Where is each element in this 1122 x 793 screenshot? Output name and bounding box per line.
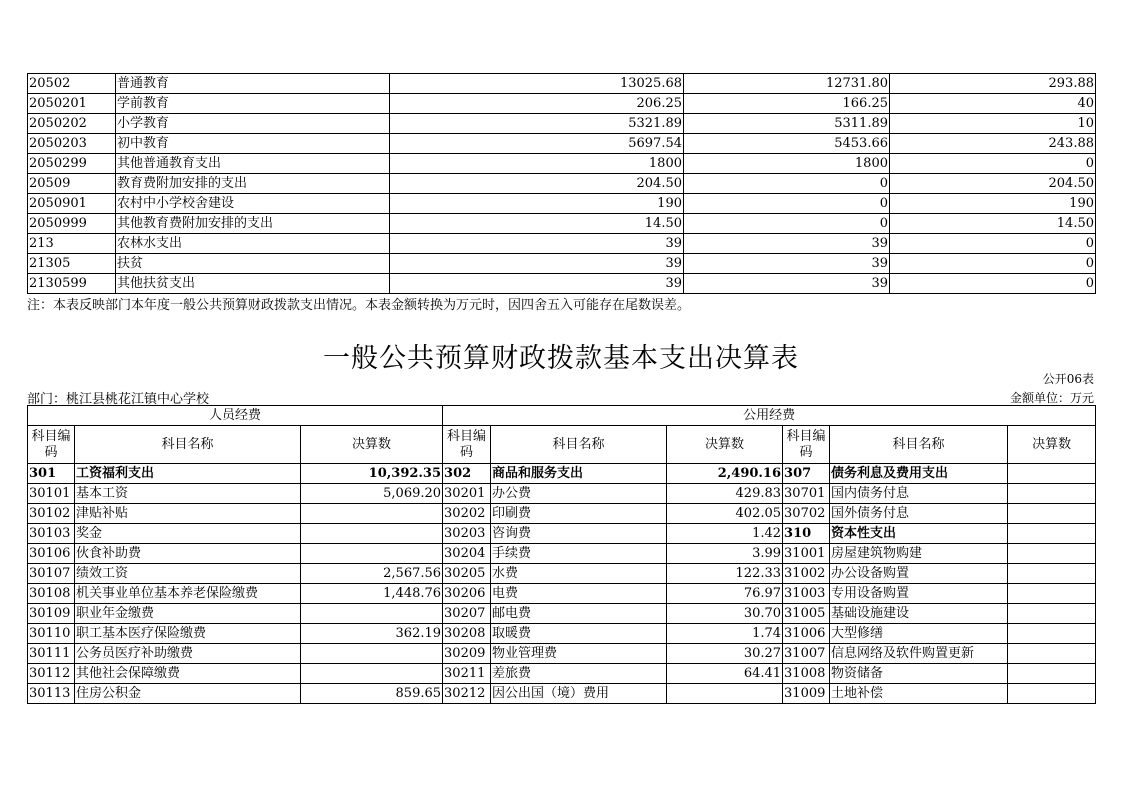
total-amount: 5697.54 (390, 134, 684, 154)
public-amount: 30.27 (667, 644, 783, 664)
subject-code: 21305 (28, 254, 116, 274)
public-code: 30205 (443, 564, 491, 584)
public-code: 30204 (443, 544, 491, 564)
subject-code: 20509 (28, 174, 116, 194)
capital-code: 31008 (783, 664, 830, 684)
basic-amount: 39 (684, 274, 890, 294)
subject-code: 2050299 (28, 154, 116, 174)
subject-code: 20502 (28, 74, 116, 94)
total-amount: 1800 (390, 154, 684, 174)
public-code: 30209 (443, 644, 491, 664)
basic-amount: 39 (684, 234, 890, 254)
subject-code: 2050203 (28, 134, 116, 154)
personnel-code: 30101 (28, 484, 75, 504)
capital-code: 31009 (783, 684, 830, 704)
personnel-code: 30113 (28, 684, 75, 704)
public-name: 咨询费 (491, 524, 667, 544)
subject-code: 2130599 (28, 274, 116, 294)
personnel-amount (301, 544, 443, 564)
table-row (28, 134, 1096, 154)
table-row (28, 604, 1096, 624)
capital-name: 国外债务付息 (830, 504, 1008, 524)
personnel-amount: 1,448.76 (301, 584, 443, 604)
table-row (28, 644, 1096, 664)
public-name: 水费 (491, 564, 667, 584)
table-row (28, 664, 1096, 684)
table-row (28, 684, 1096, 704)
subject-code: 2050999 (28, 214, 116, 234)
personnel-name: 职业年金缴费 (75, 604, 301, 624)
project-amount: 10 (890, 114, 1096, 134)
total-amount: 204.50 (390, 174, 684, 194)
capital-code: 30702 (783, 504, 830, 524)
capital-amount (1008, 524, 1096, 544)
table-row (28, 214, 1096, 234)
table-note: 注：本表反映部门本年度一般公共预算财政拨款支出情况。本表金额转换为万元时，因四舍五入可能存在尾数误差。 (27, 298, 691, 313)
public-name: 差旅费 (491, 664, 667, 684)
capital-name: 物资储备 (830, 664, 1008, 684)
header-amount: 决算数 (301, 426, 443, 464)
public-name: 商品和服务支出 (491, 464, 667, 484)
amount-unit-label: 金额单位：万元 (1009, 391, 1094, 405)
table-row (28, 544, 1096, 564)
public-code: 30211 (443, 664, 491, 684)
personnel-code: 30108 (28, 584, 75, 604)
header-amount: 决算数 (1008, 426, 1096, 464)
public-name: 物业管理费 (491, 644, 667, 664)
subject-code: 2050202 (28, 114, 116, 134)
capital-amount (1008, 504, 1096, 524)
public-amount: 30.70 (667, 604, 783, 624)
capital-code: 31002 (783, 564, 830, 584)
personnel-amount (301, 504, 443, 524)
public-code: 302 (443, 464, 491, 484)
group-header-personnel: 人员经费 (28, 406, 443, 426)
personnel-amount: 10,392.35 (301, 464, 443, 484)
subject-name: 普通教育 (116, 74, 390, 94)
project-amount: 0 (890, 234, 1096, 254)
department-label: 部门：桃江县桃花江镇中心学校 (27, 392, 210, 407)
basic-amount: 1800 (684, 154, 890, 174)
table-row (28, 524, 1096, 544)
personnel-code: 30111 (28, 644, 75, 664)
header-code: 科目编码 (28, 426, 75, 464)
personnel-name: 公务员医疗补助缴费 (75, 644, 301, 664)
personnel-code: 30106 (28, 544, 75, 564)
public-name: 电费 (491, 584, 667, 604)
basic-amount: 12731.80 (684, 74, 890, 94)
personnel-name: 基本工资 (75, 484, 301, 504)
project-amount: 243.88 (890, 134, 1096, 154)
project-amount: 0 (890, 274, 1096, 294)
header-name: 科目名称 (75, 426, 301, 464)
capital-code: 310 (783, 524, 830, 544)
subject-name: 初中教育 (116, 134, 390, 154)
subject-name: 小学教育 (116, 114, 390, 134)
table-number: 公开06表 (1042, 372, 1094, 386)
total-amount: 5321.89 (390, 114, 684, 134)
table-row (28, 174, 1096, 194)
public-amount: 429.83 (667, 484, 783, 504)
personnel-amount: 5,069.20 (301, 484, 443, 504)
capital-name: 债务利息及费用支出 (830, 464, 1008, 484)
public-name: 取暖费 (491, 624, 667, 644)
capital-code: 307 (783, 464, 830, 484)
table-row (28, 504, 1096, 524)
public-code: 30206 (443, 584, 491, 604)
capital-amount (1008, 664, 1096, 684)
personnel-code: 301 (28, 464, 75, 484)
capital-amount (1008, 484, 1096, 504)
total-amount: 190 (390, 194, 684, 214)
basic-amount: 0 (684, 194, 890, 214)
personnel-amount: 859.65 (301, 684, 443, 704)
header-code: 科目编码 (783, 426, 830, 464)
personnel-name: 津贴补贴 (75, 504, 301, 524)
table-row (28, 154, 1096, 174)
subject-name: 其他扶贫支出 (116, 274, 390, 294)
capital-name: 办公设备购置 (830, 564, 1008, 584)
subject-name: 其他普通教育支出 (116, 154, 390, 174)
basic-expenditure-table (27, 405, 1096, 704)
table-row (28, 194, 1096, 214)
personnel-name: 工资福利支出 (75, 464, 301, 484)
personnel-amount (301, 524, 443, 544)
project-amount: 0 (890, 154, 1096, 174)
subject-name: 学前教育 (116, 94, 390, 114)
basic-amount: 5311.89 (684, 114, 890, 134)
capital-code: 31003 (783, 584, 830, 604)
public-amount: 1.74 (667, 624, 783, 644)
group-header-public: 公用经费 (443, 406, 1096, 426)
public-name: 办公费 (491, 484, 667, 504)
personnel-name: 机关事业单位基本养老保险缴费 (75, 584, 301, 604)
public-code: 30202 (443, 504, 491, 524)
public-name: 印刷费 (491, 504, 667, 524)
personnel-name: 伙食补助费 (75, 544, 301, 564)
capital-name: 专用设备购置 (830, 584, 1008, 604)
public-amount: 122.33 (667, 564, 783, 584)
public-code: 30207 (443, 604, 491, 624)
table-row (28, 114, 1096, 134)
page-title: 一般公共预算财政拨款基本支出决算表 (323, 343, 799, 374)
personnel-code: 30107 (28, 564, 75, 584)
personnel-name: 职工基本医疗保险缴费 (75, 624, 301, 644)
table-row (28, 234, 1096, 254)
subject-name: 教育费附加安排的支出 (116, 174, 390, 194)
public-amount: 1.42 (667, 524, 783, 544)
table-row (28, 564, 1096, 584)
total-amount: 14.50 (390, 214, 684, 234)
total-amount: 206.25 (390, 94, 684, 114)
public-name: 因公出国（境）费用 (491, 684, 667, 704)
table-row (28, 274, 1096, 294)
basic-amount: 39 (684, 254, 890, 274)
public-name: 邮电费 (491, 604, 667, 624)
subject-code: 213 (28, 234, 116, 254)
capital-name: 国内债务付息 (830, 484, 1008, 504)
total-amount: 39 (390, 234, 684, 254)
capital-name: 信息网络及软件购置更新 (830, 644, 1008, 664)
header-name: 科目名称 (830, 426, 1008, 464)
personnel-name: 住房公积金 (75, 684, 301, 704)
capital-amount (1008, 544, 1096, 564)
table-row (28, 584, 1096, 604)
header-amount: 决算数 (667, 426, 783, 464)
public-code: 30208 (443, 624, 491, 644)
personnel-name: 绩效工资 (75, 564, 301, 584)
table-row (28, 254, 1096, 274)
capital-code: 31001 (783, 544, 830, 564)
capital-code: 30701 (783, 484, 830, 504)
public-name: 手续费 (491, 544, 667, 564)
expenditure-continuation-table (27, 73, 1096, 294)
table-row (28, 74, 1096, 94)
public-code: 30203 (443, 524, 491, 544)
table-row (28, 464, 1096, 484)
personnel-code: 30102 (28, 504, 75, 524)
basic-amount: 0 (684, 214, 890, 234)
public-amount (667, 684, 783, 704)
total-amount: 13025.68 (390, 74, 684, 94)
capital-amount (1008, 564, 1096, 584)
capital-name: 大型修缮 (830, 624, 1008, 644)
project-amount: 0 (890, 254, 1096, 274)
subject-code: 2050901 (28, 194, 116, 214)
subject-name: 农林水支出 (116, 234, 390, 254)
project-amount: 204.50 (890, 174, 1096, 194)
table-row (28, 484, 1096, 504)
project-amount: 14.50 (890, 214, 1096, 234)
personnel-code: 30110 (28, 624, 75, 644)
personnel-amount: 362.19 (301, 624, 443, 644)
personnel-amount (301, 644, 443, 664)
personnel-name: 奖金 (75, 524, 301, 544)
basic-amount: 5453.66 (684, 134, 890, 154)
project-amount: 293.88 (890, 74, 1096, 94)
table-row (28, 94, 1096, 114)
capital-name: 房屋建筑物购建 (830, 544, 1008, 564)
public-amount: 76.97 (667, 584, 783, 604)
subject-name: 其他教育费附加安排的支出 (116, 214, 390, 234)
subject-code: 2050201 (28, 94, 116, 114)
project-amount: 40 (890, 94, 1096, 114)
personnel-amount (301, 664, 443, 684)
capital-amount (1008, 584, 1096, 604)
basic-amount: 166.25 (684, 94, 890, 114)
public-amount: 64.41 (667, 664, 783, 684)
basic-amount: 0 (684, 174, 890, 194)
capital-name: 资本性支出 (830, 524, 1008, 544)
personnel-amount (301, 604, 443, 624)
public-amount: 402.05 (667, 504, 783, 524)
capital-code: 31007 (783, 644, 830, 664)
personnel-name: 其他社会保障缴费 (75, 664, 301, 684)
capital-amount (1008, 684, 1096, 704)
public-code: 30201 (443, 484, 491, 504)
capital-amount (1008, 624, 1096, 644)
public-amount: 3.99 (667, 544, 783, 564)
public-code: 30212 (443, 684, 491, 704)
capital-amount (1008, 604, 1096, 624)
total-amount: 39 (390, 274, 684, 294)
capital-name: 基础设施建设 (830, 604, 1008, 624)
personnel-code: 30112 (28, 664, 75, 684)
header-name: 科目名称 (491, 426, 667, 464)
table-row (28, 624, 1096, 644)
capital-code: 31005 (783, 604, 830, 624)
capital-amount (1008, 644, 1096, 664)
capital-name: 土地补偿 (830, 684, 1008, 704)
project-amount: 190 (890, 194, 1096, 214)
subject-name: 农村中小学校舍建设 (116, 194, 390, 214)
public-amount: 2,490.16 (667, 464, 783, 484)
personnel-code: 30109 (28, 604, 75, 624)
personnel-amount: 2,567.56 (301, 564, 443, 584)
capital-amount (1008, 464, 1096, 484)
capital-code: 31006 (783, 624, 830, 644)
personnel-code: 30103 (28, 524, 75, 544)
header-code: 科目编码 (443, 426, 491, 464)
subject-name: 扶贫 (116, 254, 390, 274)
total-amount: 39 (390, 254, 684, 274)
